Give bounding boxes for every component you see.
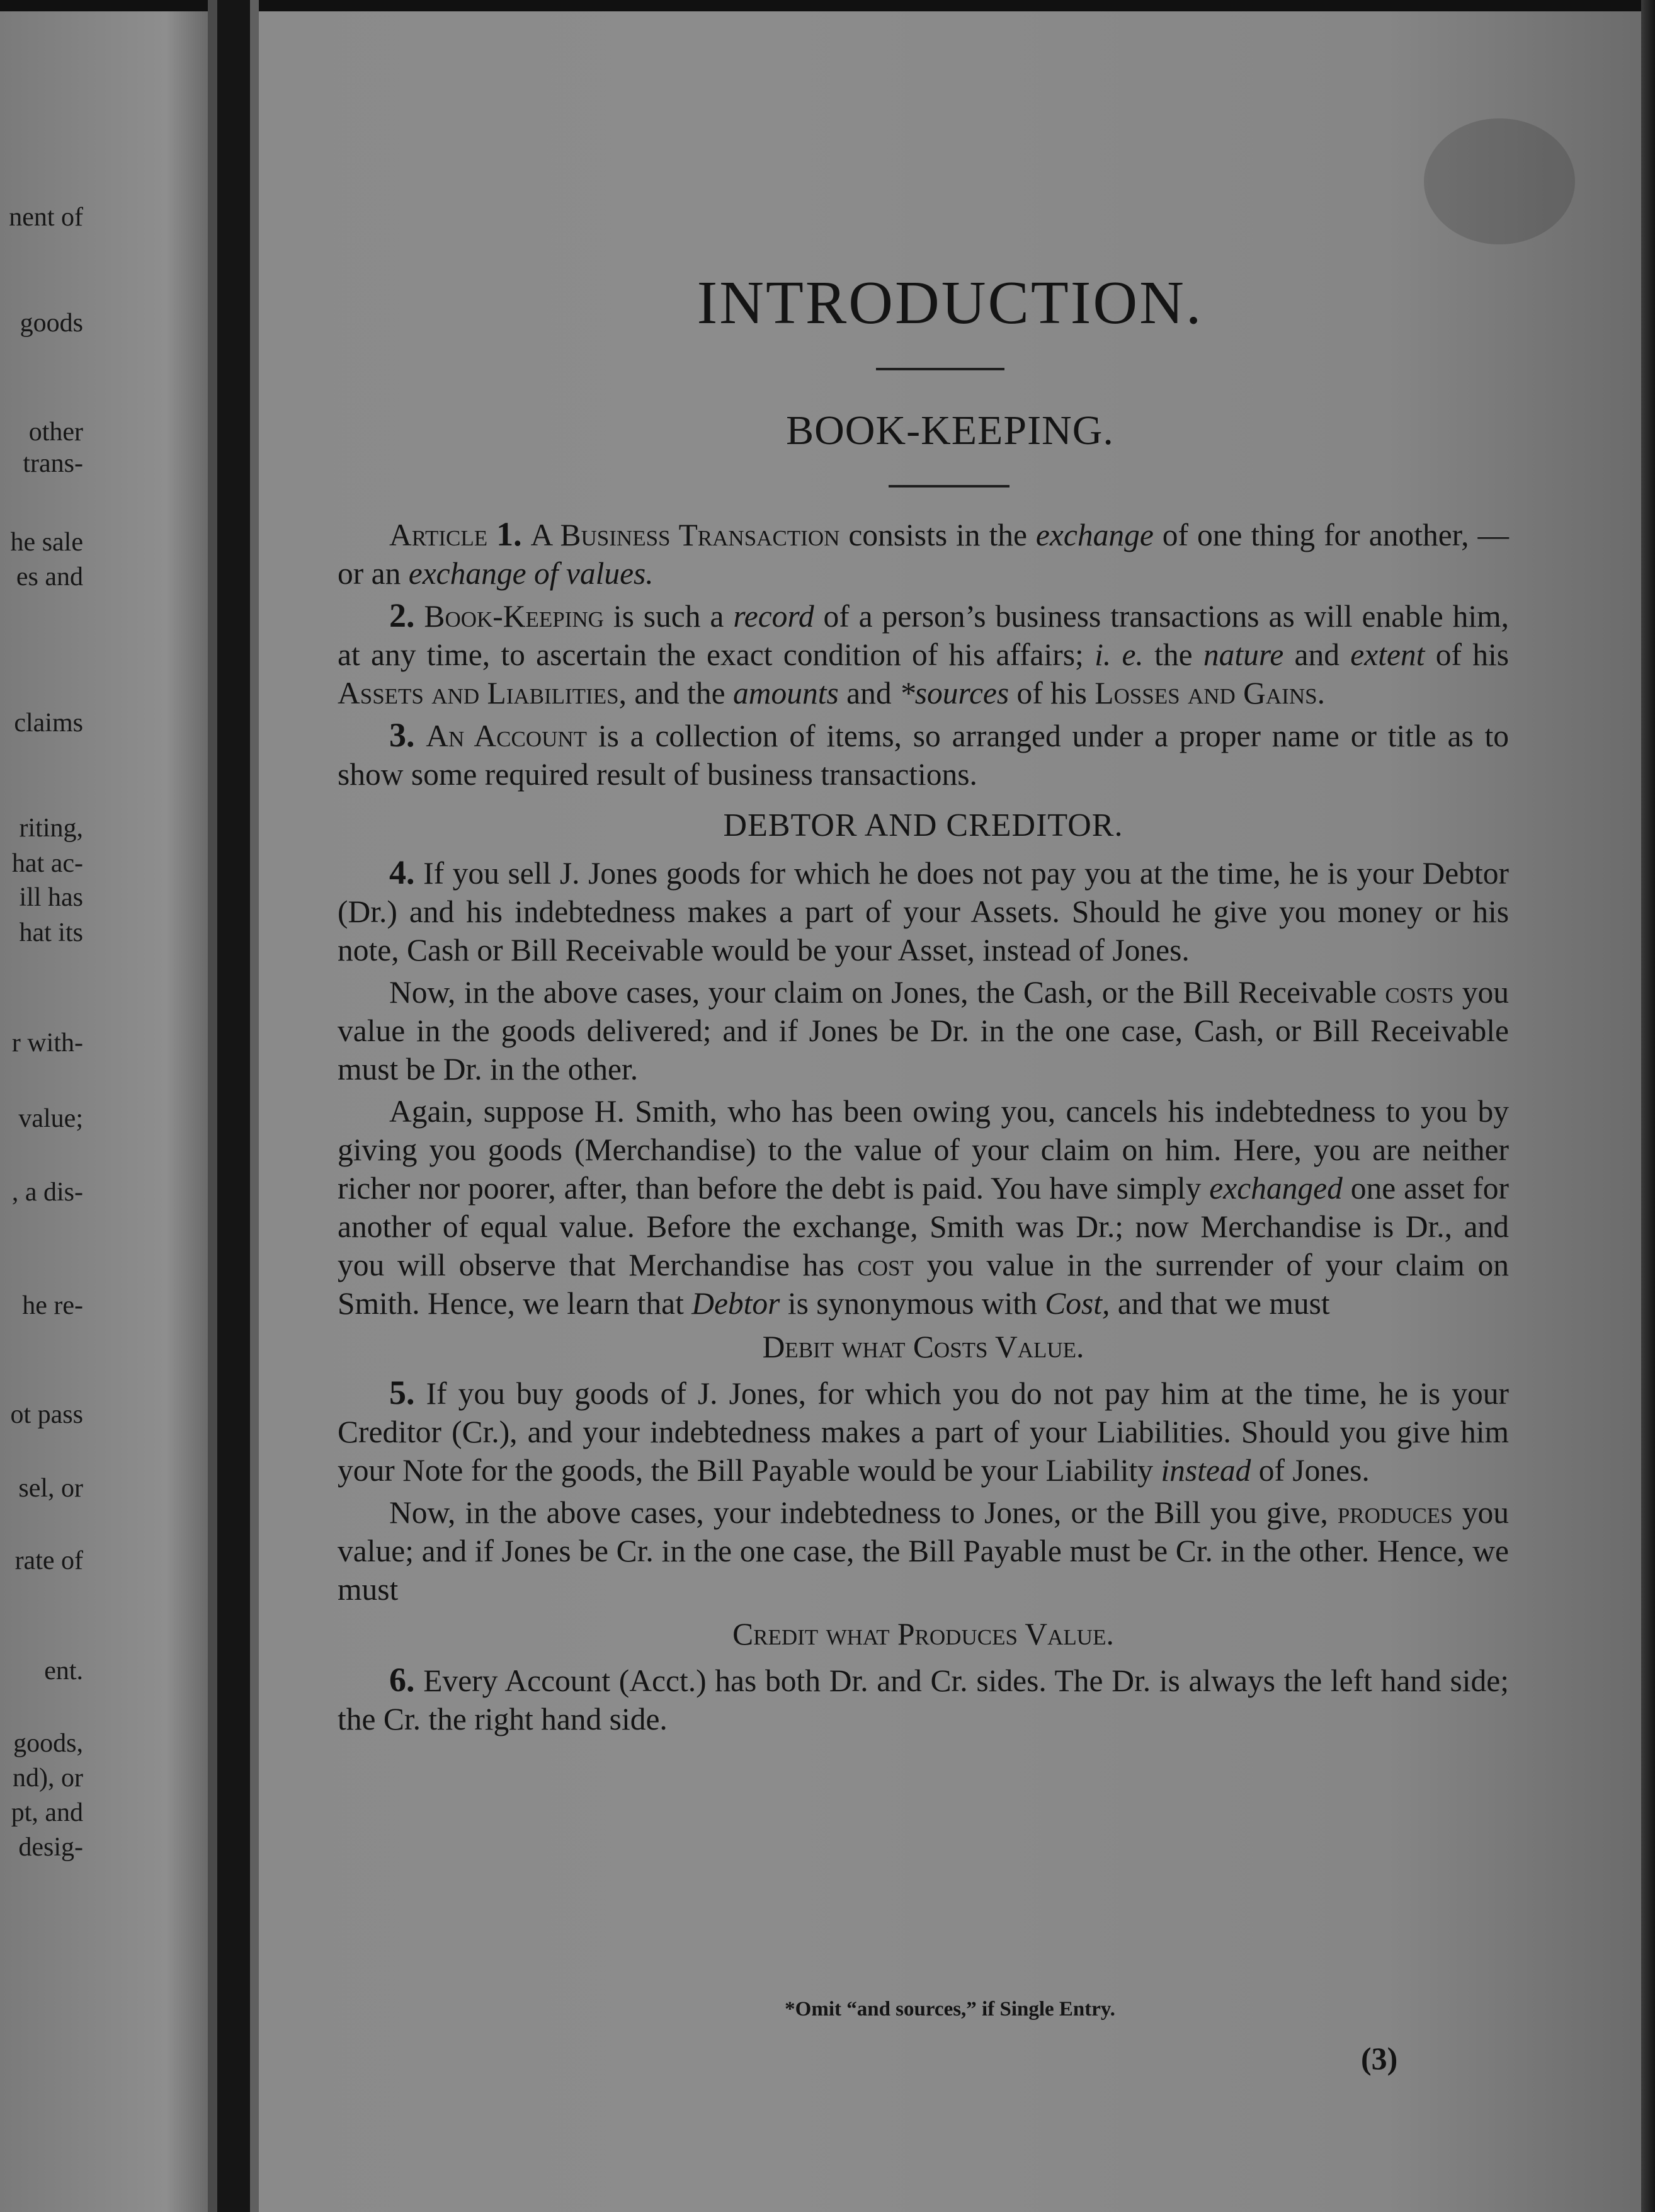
left-fragment: nd), or (13, 1764, 83, 1793)
left-fragment: riting, (19, 814, 83, 843)
right-page (259, 11, 1641, 2212)
emphasis: nature (1203, 637, 1284, 672)
page-title: INTRODUCTION. (697, 269, 1203, 337)
article-3 (338, 716, 1509, 794)
title-rule (876, 368, 1004, 370)
rule-debit: Debit what Costs Value. (762, 1330, 1084, 1364)
article-number: 1. (496, 515, 522, 553)
small-caps: cost (857, 1248, 914, 1282)
emphasis: amounts (733, 676, 839, 710)
left-fragment: r with- (11, 1029, 83, 1058)
article-number: 3. (389, 716, 415, 754)
text: of his (1009, 676, 1095, 710)
term: Assets and Liabilities (338, 676, 619, 710)
spine-edge (208, 0, 217, 2212)
emphasis: Cost, (1045, 1286, 1110, 1321)
text: you value; and if Jones be Cr. in the one case, the Bill Payable must be Cr. in the other. Hence, we must (338, 1495, 1509, 1607)
left-fragment: other (28, 418, 83, 447)
heading-debtor-creditor: DEBTOR AND CREDITOR. (723, 807, 1123, 843)
left-fragment: es and (16, 562, 83, 591)
emphasis: exchanged (1209, 1171, 1343, 1206)
text: you value in the goods delivered; and if Jones be Dr. in the one case, Cash, or Bill Receivable must be Dr. in the other. (338, 975, 1509, 1086)
footnote: *Omit “and sources,” if Single Entry. (785, 1998, 1115, 2021)
term: An Account (426, 719, 588, 753)
body-text (338, 515, 1509, 1742)
paragraph-now-1 (338, 973, 1509, 1088)
book-spine (217, 0, 250, 2212)
article-4 (338, 853, 1509, 969)
article-number: 5. (389, 1374, 415, 1411)
emphasis: extent (1350, 637, 1425, 672)
left-fragment: pt, and (11, 1798, 83, 1827)
text: Every Account (Acct.) has both Dr. and Cr. sides. The Dr. is always the left hand side; the Cr. the right hand side. (338, 1663, 1509, 1736)
emphasis: instead (1161, 1453, 1251, 1488)
text: , and the (618, 676, 734, 710)
text: If you sell J. Jones goods for which he does not pay you at the time, he is your Debtor (Dr.) and his indebtedness makes a part of your Assets. Should he give you money or his note, Cash or Bill Receivable would be your Asset, instead of Jones. (338, 856, 1509, 967)
text: you value in the surrender of your claim on Smith. Hence, we learn that (338, 1248, 1509, 1321)
left-fragment: value; (18, 1104, 83, 1133)
text: and (1283, 637, 1351, 672)
left-fragment: ent. (44, 1656, 83, 1685)
text: consists in the (839, 518, 1036, 552)
left-fragment: hat its (19, 918, 83, 947)
text: If you buy goods of J. Jones, for which you do not pay him at the time, he is your Creditor (Cr.), and your indebtedness makes a part of your Liabilities. Should you give him your Note for the goods, the Bill Payable would be your Liability (338, 1376, 1509, 1488)
text: and (838, 676, 900, 710)
left-fragment: claims (14, 709, 83, 738)
article-5 (338, 1374, 1509, 1490)
left-fragment: , a dis- (11, 1178, 83, 1207)
article-6 (338, 1661, 1509, 1738)
text: of a person’s business transactions as will enable him, at any time, to ascertain the exact condition of his affairs; (338, 599, 1509, 672)
text: . (1317, 676, 1325, 710)
left-fragment: he sale (10, 528, 83, 557)
emphasis: exchange of values. (408, 556, 654, 591)
emphasis: i. e. (1095, 637, 1144, 672)
left-fragment: hat ac- (11, 849, 83, 878)
text: is synonymous with (780, 1286, 1045, 1321)
text: is such a (603, 599, 734, 634)
small-caps: costs (1385, 975, 1454, 1010)
article-label: Article (389, 518, 488, 552)
left-fragment: trans- (23, 449, 83, 478)
spine-highlight (250, 0, 259, 2212)
text: is a collection of items, so arranged under a proper name or title as to show some required result of business transactions. (338, 719, 1510, 792)
left-fragment: goods (20, 309, 83, 338)
paper-stain (1424, 118, 1575, 244)
text: of his (1425, 637, 1509, 672)
section-title: BOOK-KEEPING. (786, 408, 1114, 453)
term: Losses and Gains (1095, 676, 1317, 710)
emphasis: Debtor (691, 1286, 780, 1321)
subtitle-rule (889, 485, 1009, 487)
left-fragment: goods, (13, 1729, 83, 1758)
left-fragment: he re- (22, 1291, 83, 1320)
article-number: 4. (389, 853, 415, 891)
text: and that we must (1110, 1286, 1330, 1321)
left-fragment: nent of (9, 203, 83, 232)
paragraph-again (338, 1092, 1509, 1323)
text: the (1143, 637, 1203, 672)
page-number: (3) (1361, 2041, 1398, 2076)
article-1 (338, 515, 1509, 593)
rule-credit: Credit what Produces Value. (732, 1617, 1114, 1651)
text: Now, in the above cases, your claim on Jones, the Cash, or the Bill Receivable (389, 975, 1385, 1010)
article-2 (338, 596, 1509, 712)
text: one asset for another of equal value. Before the exchange, Smith was Dr.; now Merchandise is Dr., and you will observe that Merchandise has (338, 1171, 1509, 1282)
emphasis: record (733, 599, 814, 634)
left-fragment: desig- (18, 1833, 83, 1862)
right-edge (1641, 0, 1655, 2212)
term: A Business Transaction (530, 518, 840, 552)
emphasis: exchange (1035, 518, 1154, 552)
text: Now, in the above cases, your indebtedness to Jones, or the Bill you give, (389, 1495, 1338, 1530)
term: Book-Keeping (424, 599, 604, 634)
emphasis: *sources (899, 676, 1009, 710)
article-number: 6. (389, 1661, 415, 1699)
left-fragment: ill has (19, 883, 83, 912)
left-fragment: sel, or (18, 1474, 83, 1503)
small-caps: produces (1337, 1495, 1453, 1530)
text: of Jones. (1251, 1453, 1370, 1488)
left-fragment: ot pass (10, 1400, 83, 1429)
left-fragment: rate of (14, 1546, 83, 1575)
text: Again, suppose H. Smith, who has been owing you, cancels his indebtedness to you by giving you goods (Merchandise) to the value of your claim on him. Here, you are neither richer nor poorer, after, than before the debt is paid. You have simply (338, 1094, 1509, 1206)
article-number: 2. (389, 596, 415, 634)
text: of one thing for another, — or an (338, 518, 1510, 591)
paragraph-now-2 (338, 1493, 1509, 1609)
